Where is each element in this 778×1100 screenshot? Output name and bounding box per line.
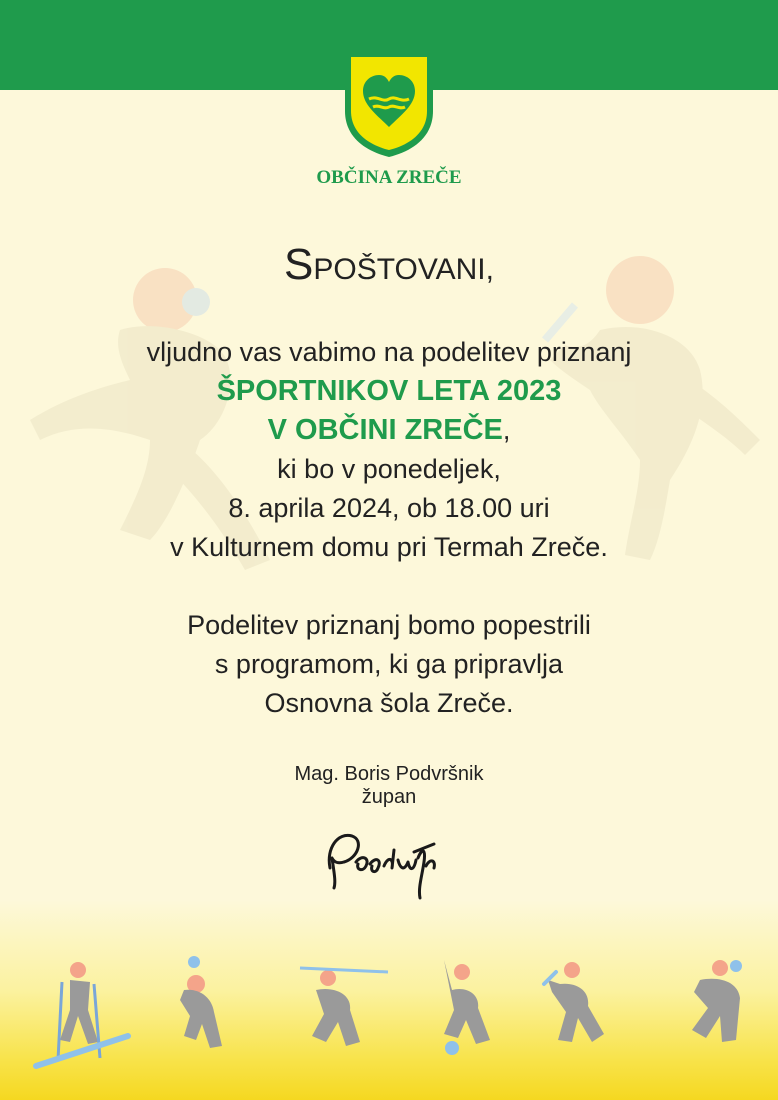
invitation-line-1: vljudno vas vabimo na podelitev priznanj (146, 337, 632, 367)
skier-figure (36, 962, 128, 1066)
salutation (0, 240, 778, 290)
salutation-rest: POŠTOVANI, (313, 253, 494, 286)
signer-block (0, 763, 778, 809)
invitation-day: ki bo v ponedeljek, (277, 454, 501, 484)
volleyball-figure (180, 956, 222, 1048)
invitation-text (0, 333, 778, 723)
javelin-figure (300, 968, 388, 1046)
athlete-figures-row (0, 950, 778, 1080)
thrower-figure (692, 960, 742, 1042)
event-title-line-1: ŠPORTNIKOV LETA 2023 (216, 375, 562, 407)
left-figure-ball (182, 288, 210, 316)
program-line-2: s programom, ki ga pripravlja (214, 649, 564, 679)
municipal-crest-icon (343, 49, 435, 159)
invitation-date-time: 8. aprila 2024, ob 18.00 uri (228, 493, 550, 523)
event-title-line-2: V OBČINI ZREČE (267, 414, 503, 446)
event-title-comma: , (502, 415, 511, 445)
signer-name: Mag. Boris Podvršnik (294, 763, 484, 785)
football-figure (444, 960, 490, 1055)
municipality-name: OBČINA ZREČE (316, 167, 462, 188)
salutation-initial: S (284, 240, 314, 289)
program-line-1: Podelitev priznanj bomo popestrili (187, 610, 591, 640)
runner-figure (544, 962, 604, 1042)
handwritten-signature (318, 818, 458, 904)
invitation-venue: v Kulturnem domu pri Termah Zreče. (170, 532, 608, 562)
program-line-3: Osnovna šola Zreče. (264, 688, 514, 718)
signer-title: župan (361, 786, 417, 808)
